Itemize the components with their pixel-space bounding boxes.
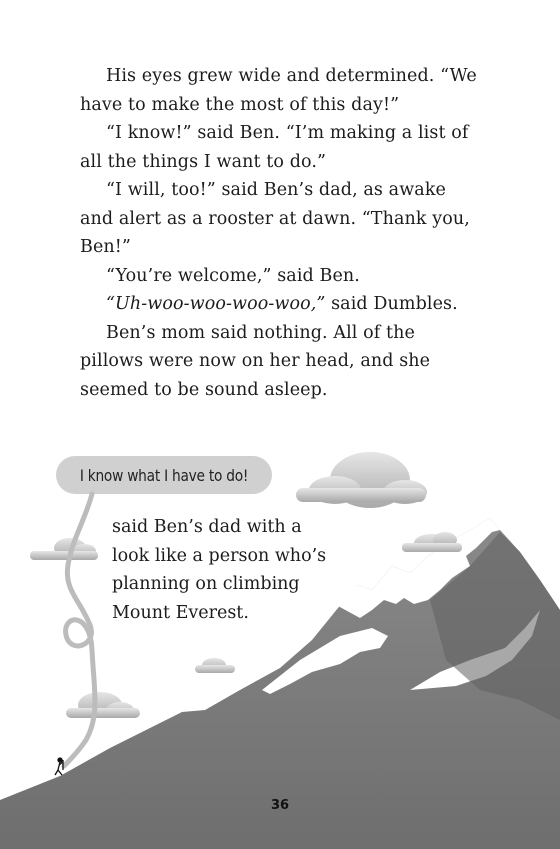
cloud-small (195, 658, 235, 673)
cloud-right (402, 532, 462, 552)
paragraph: “I will, too!” said Ben’s dad, as awake and alert as a rooster at dawn. “Thank you, Ben!” (80, 180, 470, 257)
page-number: 36 (270, 798, 290, 813)
story-text (80, 62, 480, 404)
cloud-left (30, 538, 98, 560)
paragraph: Ben’s mom said nothing. All of the pillows were now on her head, and she seemed to be sound asleep. (80, 322, 431, 400)
speech-bubble-tail (64, 494, 95, 766)
speech-bubble-text: I know what I have to do! (79, 465, 249, 485)
paragraph: “You’re welcome,” said Ben. (106, 265, 360, 286)
cloud-large (296, 452, 427, 508)
illustration-caption: said Ben’s dad with a look like a person who’s planning on climbing Mount Everest. (112, 517, 327, 623)
paragraph: “I know!” said Ben. “I’m making a list of all the things I want to do.” (80, 123, 469, 172)
paragraph: His eyes grew wide and determined. “We have to make the most of this day!” (80, 66, 477, 115)
dumbles-sound: “Uh-woo-woo-woo-woo,” (106, 294, 326, 314)
dumbles-paragraph (80, 290, 480, 319)
dumbles-said: said Dumbles. (325, 294, 458, 314)
cloud-bottom (66, 692, 140, 718)
